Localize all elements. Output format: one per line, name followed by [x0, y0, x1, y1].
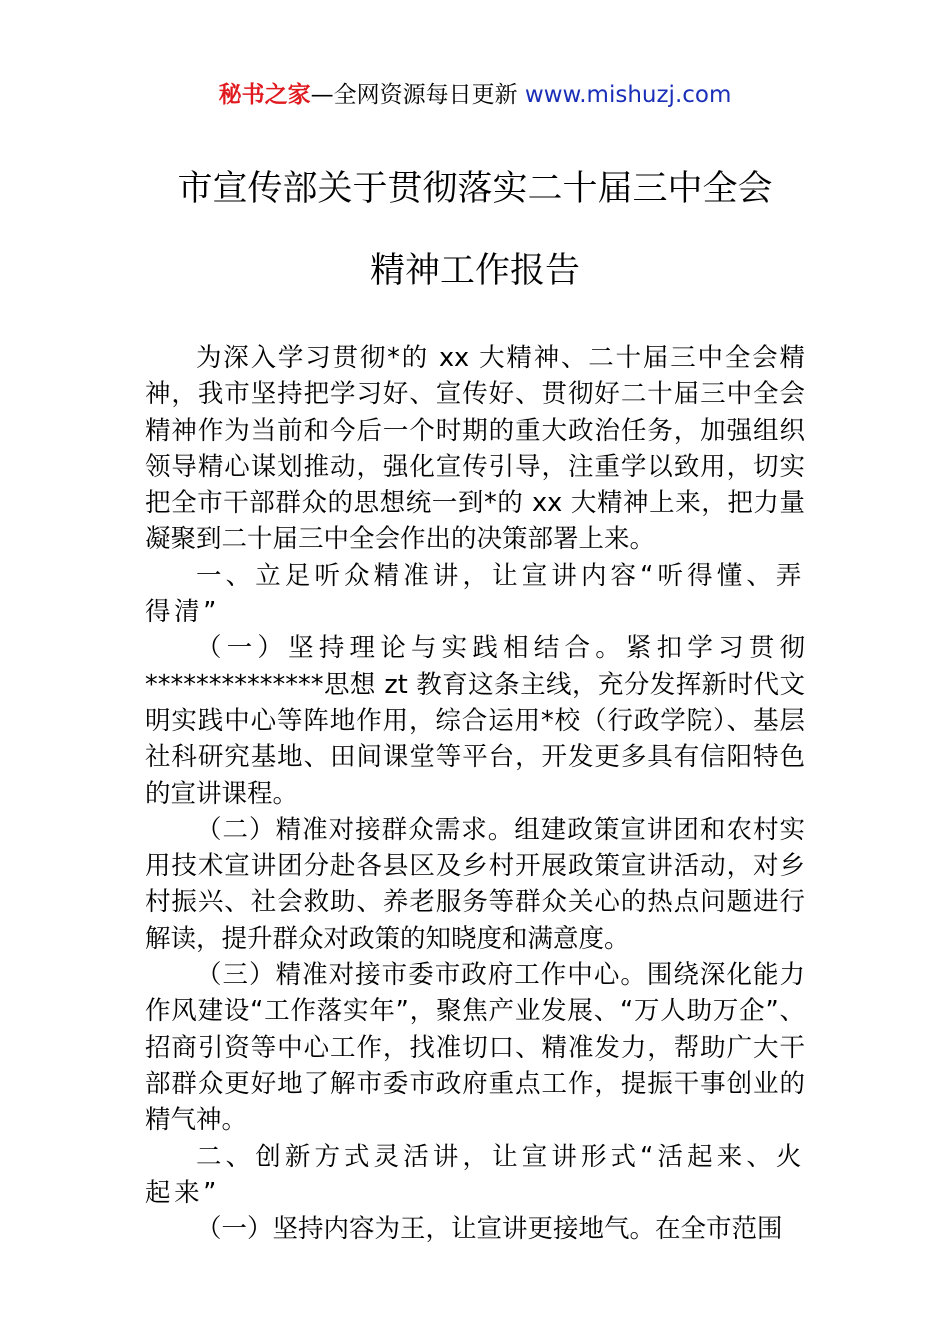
site-header: [0, 78, 950, 112]
section-heading-2: 二、创新方式灵活讲，让宣讲形式“活起来、火起来”: [145, 1141, 805, 1208]
intro-paragraph: 为深入学习贯彻*的 xx 大精神、二十届三中全会精神，我市坚持把学习好、宣传好、贯彻好二十届三中全会精神作为当前和今后一个时期的重大政治任务，加强组织领导精心谋划推动，强化宣传引导，注重学以致用，切实把全市干部群众的思想统一到*的 xx 大精神上来，把力量凝聚到二十届三中全会作出的决策部署上来。: [145, 343, 805, 555]
paragraph-1-3: （三）精准对接市委市政府工作中心。围绕深化能力作风建设“工作落实年”，聚焦产业发展、“万人助万企”、招商引资等中心工作，找准切口、精准发力，帮助广大干部群众更好地了解市委市政府重点工作，提振干事创业的精气神。: [145, 960, 805, 1136]
paragraph-2-1: （一）坚持内容为王，让宣讲更接地气。在全市范围: [196, 1214, 783, 1245]
paragraph-1-1: （一）坚持理论与实践相结合。紧扣学习贯彻**************思想 zt 教育这条主线，充分发挥新时代文明实践中心等阵地作用，综合运用*校（行政学院）、基层社科研究基地、田间课堂等平台，开发更多具有信阳特色的宣讲课程。: [145, 633, 805, 809]
section-heading-1: 一、立足听众精准讲，让宣讲内容“听得懂、弄得清”: [145, 560, 805, 628]
paragraph-1-2: （二）精准对接群众需求。组建政策宣讲团和农村实用技术宣讲团分赴各县区及乡村开展政策宣讲活动，对乡村振兴、社会救助、养老服务等群众关心的热点问题进行解读，提升群众对政策的知晓度和满意度。: [145, 814, 805, 954]
document-title-line-2: 精神工作报告: [369, 251, 580, 291]
document-title-line-1: 市宣传部关于贯彻落实二十届三中全会: [177, 169, 773, 209]
site-slogan: —全网资源每日更新: [310, 82, 525, 108]
site-brand: 秘书之家: [218, 82, 311, 108]
site-url-link[interactable]: www.mishuzj.com: [524, 82, 732, 108]
document-title: [0, 148, 950, 312]
document-body: [145, 340, 805, 1247]
